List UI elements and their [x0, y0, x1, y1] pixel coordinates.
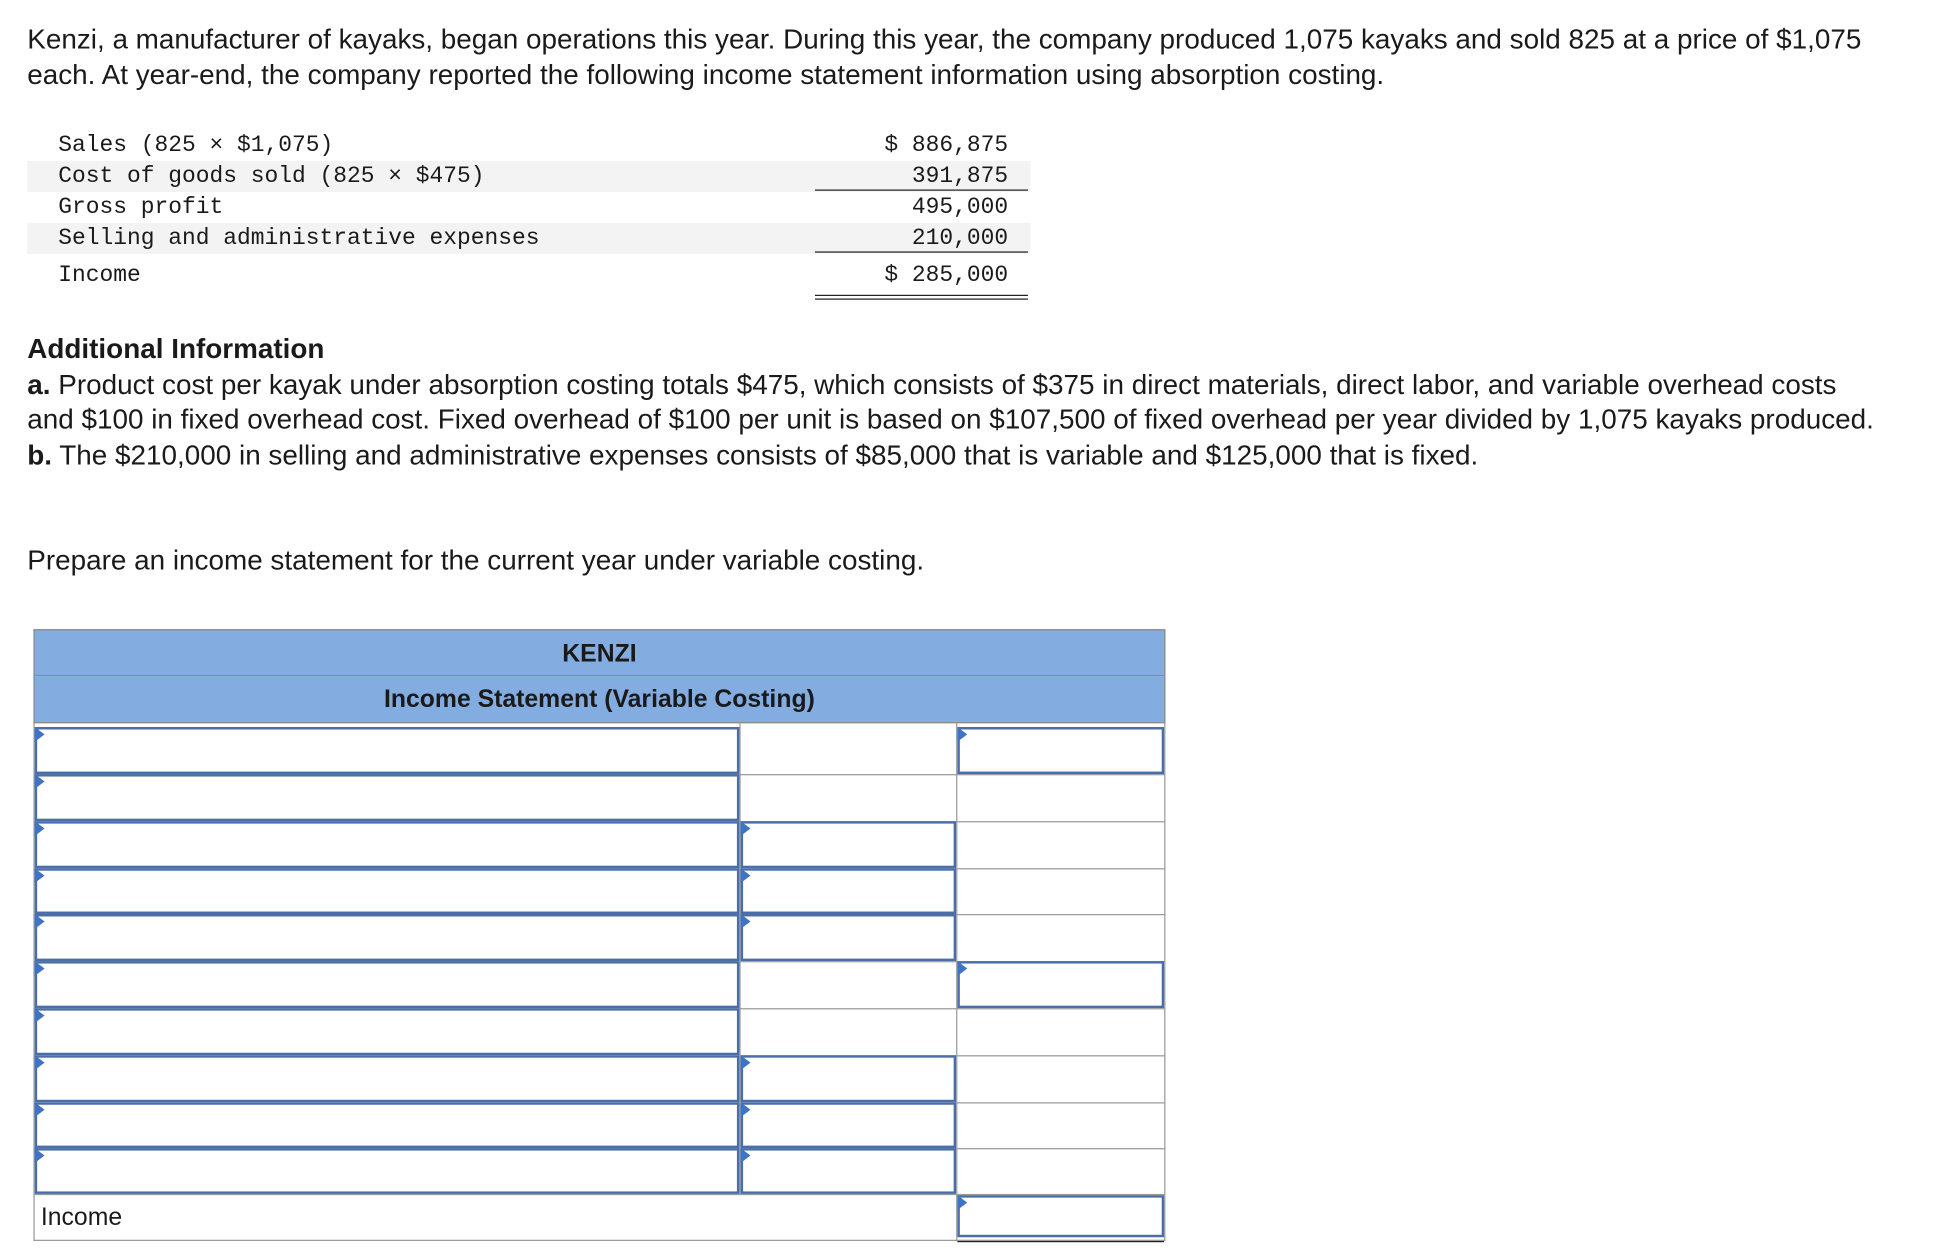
given-amount: $ 285,000 [884, 262, 1009, 289]
row-4-label-input[interactable] [35, 868, 740, 914]
problem-intro: Kenzi, a manufacturer of kayaks, began operations this year. During this year, the company produced 1,075 kayaks and sold 825 at a price of $1,075 each. At year-end, the company reported the following income statement information using absorption costing. [27, 23, 1862, 90]
given-label: Gross profit [58, 194, 224, 221]
absorption-income-statement [27, 130, 1030, 292]
row-5-amount-input[interactable] [741, 914, 956, 961]
row-3-amount-input[interactable] [741, 821, 956, 868]
additional-information [27, 332, 1885, 473]
row-3-label-input[interactable] [35, 821, 740, 868]
given-amount: 210,000 [911, 225, 1009, 252]
row-5-label-input[interactable] [35, 914, 740, 961]
given-amount: 391,875 [911, 163, 1009, 190]
row-6-label-input[interactable] [35, 961, 740, 1008]
given-row-selling-admin [27, 223, 1030, 254]
item-a: a. Product cost per kayak under absorption costing totals $475, which consists of $375 in direct materials, direct labor, and variable overhead costs and $100 in fixed overhead cost. Fixed overhead of $100 per unit is based on $107,500 of fixed overhead per year divided by 1,075 kayaks produced. [27, 368, 1874, 435]
given-row-gross-profit [27, 192, 1030, 223]
double-underline [815, 298, 1028, 299]
given-amount: 495,000 [911, 194, 1009, 221]
table-title-header: Income Statement (Variable Costing) [33, 676, 1165, 723]
income-total-input[interactable] [957, 1195, 1164, 1237]
double-underline [957, 1241, 1164, 1242]
row-9-label-input[interactable] [35, 1102, 740, 1148]
given-row-sales [27, 130, 1030, 161]
given-label: Selling and administrative expenses [58, 225, 540, 252]
row-2-label-input[interactable] [35, 774, 740, 821]
row-4-amount-input[interactable] [741, 868, 956, 914]
row-6-total-input[interactable] [957, 961, 1164, 1008]
row-8-amount-input[interactable] [741, 1055, 956, 1102]
row-10-label-input[interactable] [35, 1148, 740, 1194]
given-row-income [27, 254, 1030, 292]
row-9-amount-input[interactable] [741, 1102, 956, 1148]
given-amount: $ 886,875 [884, 132, 1009, 159]
row-1-label-input[interactable] [35, 727, 740, 774]
additional-title: Additional Information [27, 333, 325, 365]
given-label: Sales (825 × $1,075) [58, 132, 334, 159]
variable-costing-table [33, 629, 1165, 1241]
row-10-amount-input[interactable] [741, 1148, 956, 1194]
grid-line [1164, 723, 1165, 1241]
row-7-label-input[interactable] [35, 1008, 740, 1055]
given-row-cogs [27, 161, 1030, 192]
double-underline [815, 295, 1028, 296]
row-8-label-input[interactable] [35, 1055, 740, 1102]
underline [815, 251, 1028, 252]
instruction-text: Prepare an income statement for the current year under variable costing. [27, 544, 925, 576]
underline [815, 189, 1028, 190]
item-b: b. The $210,000 in selling and administrative expenses consists of $85,000 that is variable and $125,000 that is fixed. [27, 439, 1479, 471]
given-label: Cost of goods sold (825 × $475) [58, 163, 485, 190]
table-company-header: KENZI [33, 629, 1165, 676]
given-label: Income [58, 262, 141, 289]
row-1-total-input[interactable] [957, 727, 1164, 774]
income-row-label: Income [40, 1203, 123, 1232]
